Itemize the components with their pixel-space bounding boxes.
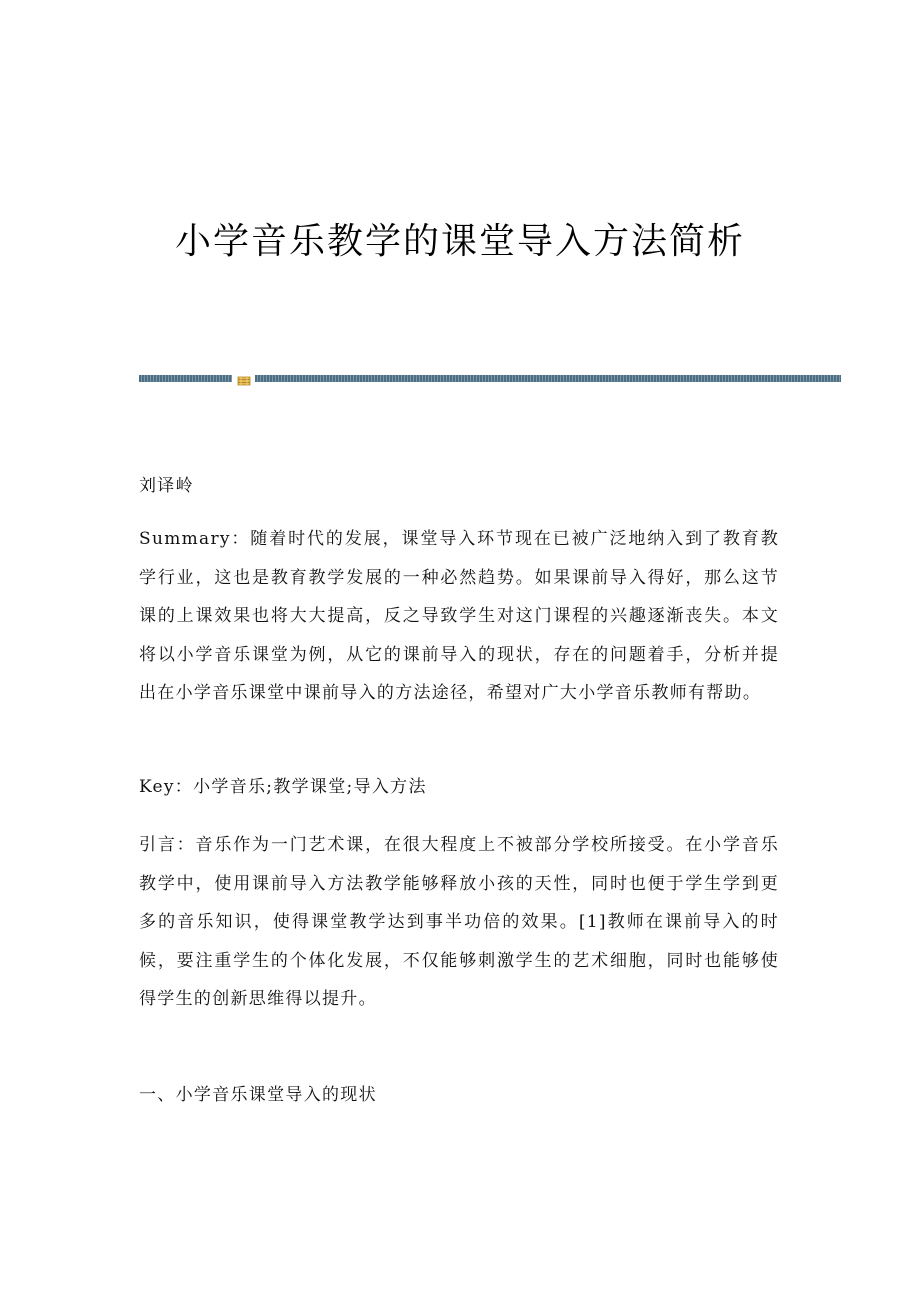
decorative-ornament-icon: [237, 372, 251, 384]
summary-paragraph: Summary：随着时代的发展，课堂导入环节现在已被广泛地纳入到了教育教学行业，这也是教育教学发展的一种必然趋势。如果课前导入得好，那么这节课的上课效果也将大大提高，反之导致学生对这门课程的兴趣逐渐丧失。本文将以小学音乐课堂为例，从它的课前导入的现状，存在的问题着手，分析并提出在小学音乐课堂中课前导入的方法途径，希望对广大小学音乐教师有帮助。: [139, 529, 779, 703]
introduction-paragraph: 引言：音乐作为一门艺术课，在很大程度上不被部分学校所接受。在小学音乐教学中，使用课前导入方法教学能够释放小孩的天性，同时也便于学生学到更多的音乐知识，使得课堂教学达到事半功倍的效果。[1]教师在课前导入的时候，要注重学生的个体化发展，不仅能够刺激学生的艺术细胞，同时也能够使得学生的创新思维得以提升。: [139, 835, 779, 1009]
section-heading: 一、小学音乐课堂导入的现状: [139, 1085, 377, 1105]
author-name: 刘译岭: [139, 476, 194, 496]
divider-bar-left: [139, 375, 232, 382]
keywords-line: Key：小学音乐;教学课堂;导入方法: [139, 777, 427, 797]
page-title: 小学音乐教学的课堂导入方法简析: [174, 221, 745, 262]
divider-bar-right: [255, 375, 841, 382]
title-divider: [139, 372, 841, 384]
